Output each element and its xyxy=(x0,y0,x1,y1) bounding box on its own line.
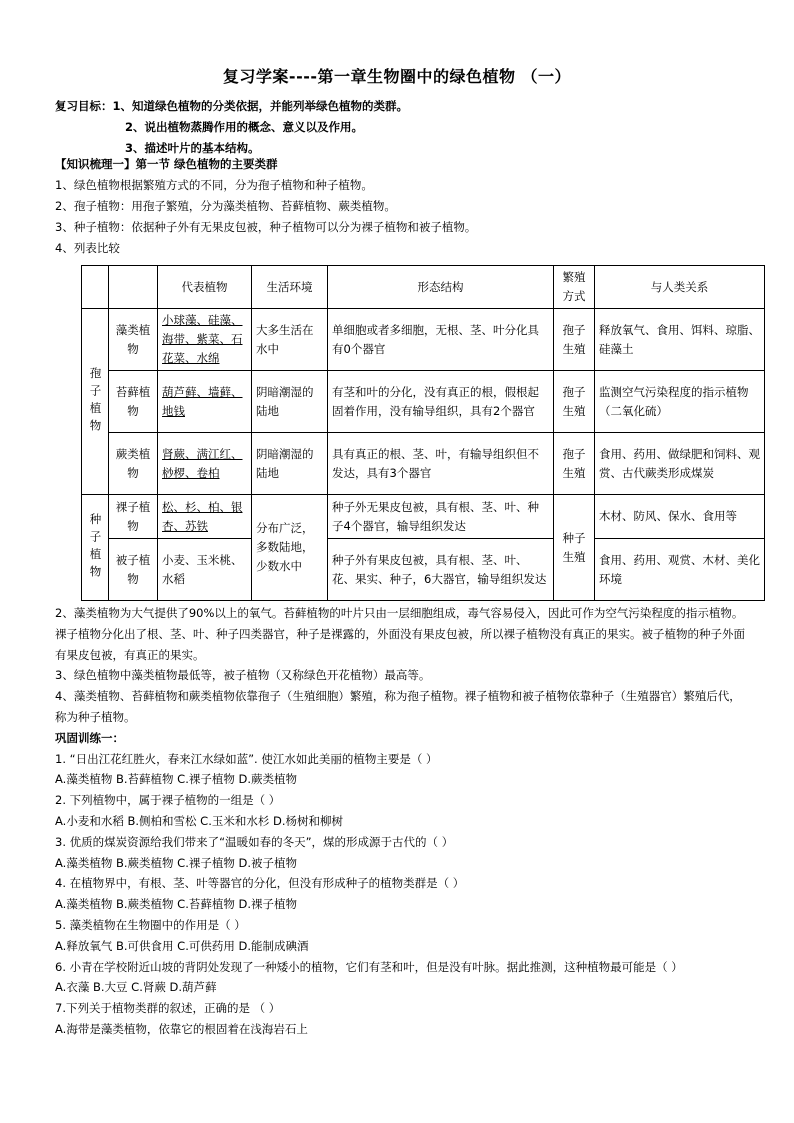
table-row xyxy=(82,495,765,539)
point-3: 3、种子植物：依据种子外有无果皮包被，种子植物可以分为裸子植物和被子植物。 xyxy=(55,219,477,234)
row-name: 蕨类植物 xyxy=(109,433,158,495)
goals-label: 复习目标： xyxy=(55,99,113,113)
row-name: 被子植物 xyxy=(109,539,158,601)
intro-block xyxy=(55,96,745,258)
question-options: A.衣藻 B.大豆 C.肾蕨 D.葫芦藓 xyxy=(55,980,217,995)
row-rel: 监测空气污染程度的指示植物（二氧化硫） xyxy=(595,371,765,433)
summary-paragraph: 3、绿色植物中藻类植物最低等，被子植物（又称绿色开花植物）最高等。 xyxy=(55,668,431,683)
point-4: 4、列表比较 xyxy=(55,240,120,255)
row-form: 种子外无果皮包被，具有根、茎、叶、种子4个器官，输导组织发达 xyxy=(328,495,554,539)
question-options: A.小麦和水稻 B.侧柏和雪松 C.玉米和水杉 D.杨树和柳树 xyxy=(55,813,344,828)
point-2: 2、孢子植物：用孢子繁殖，分为藻类植物、苔藓植物、蕨类植物。 xyxy=(55,198,396,213)
summary-paragraph: 2、藻类植物为大气提供了90%以上的氧气。苔藓植物的叶片只由一层细胞组成，毒气容易侵入，因此可作为空气污染程度的指示植物。裸子植物分化出了根、茎、叶、种子四类器官，种子是裸露的，外面没有果皮包被，所以裸子植物没有真正的果实。被子植物的种子外面有果皮包被，有真正的果实。 xyxy=(55,606,745,662)
section-heading: 【知识梳理一】第一节 绿色植物的主要类群 xyxy=(55,157,278,172)
question-text: 5. 藻类植物在生物圈中的作用是（ ） xyxy=(55,917,246,932)
row-name: 苔藓植物 xyxy=(109,371,158,433)
question-item xyxy=(55,832,745,874)
row-rel: 食用、药用、观赏、木材、美化环境 xyxy=(595,539,765,601)
row-env: 阴暗潮湿的陆地 xyxy=(252,433,328,495)
question-options: A.藻类植物 B.蕨类植物 C.裸子植物 D.被子植物 xyxy=(55,855,298,870)
header-cell: 繁殖方式 xyxy=(554,266,595,309)
group-label-spore: 孢子植物 xyxy=(82,309,109,495)
table-header-row xyxy=(82,266,765,309)
row-env: 大多生活在水中 xyxy=(252,309,328,371)
page-title: 复习学案----第一章生物圈中的绿色植物 （一） xyxy=(222,67,572,86)
comparison-table xyxy=(81,265,765,601)
row-rep: 小麦、玉米桃、水稻 xyxy=(158,539,252,601)
question-item xyxy=(55,957,745,999)
row-rep: 肾蕨、满江红、桫椤、卷柏 xyxy=(158,433,252,495)
header-empty xyxy=(82,266,109,309)
question-item xyxy=(55,873,745,915)
question-text: 7.下列关于植物类群的叙述，正确的是 （ ） xyxy=(55,1001,281,1016)
row-rel: 释放氧气、食用、饵料、琼脂、硅藻土 xyxy=(595,309,765,371)
row-env: 阴暗潮湿的陆地 xyxy=(252,371,328,433)
question-item xyxy=(55,998,745,1040)
question-text: 4. 在植物界中，有根、茎、叶等器官的分化，但没有形成种子的植物类群是（ ） xyxy=(55,876,465,891)
point-1: 1、绿色植物根据繁殖方式的不同，分为孢子植物和种子植物。 xyxy=(55,178,373,193)
row-name: 裸子植物 xyxy=(109,495,158,539)
question-item xyxy=(55,790,745,832)
row-rel: 食用、药用、做绿肥和饲料、观赏、古代蕨类形成煤炭 xyxy=(595,433,765,495)
question-text: 2. 下列植物中，属于裸子植物的一组是（ ） xyxy=(55,793,281,808)
header-cell: 代表植物 xyxy=(158,266,252,309)
summary-paragraph: 4、藻类植物、苔藓植物和蕨类植物依靠孢子（生殖细胞）繁殖，称为孢子植物。裸子植物和被子植物依靠种子（生殖器官）繁殖后代，称为种子植物。 xyxy=(55,689,741,724)
row-rep: 松、杉、柏、银杏、苏铁 xyxy=(158,495,252,539)
header-cell: 生活环境 xyxy=(252,266,328,309)
question-options: A.藻类植物 B.蕨类植物 C.苔藓植物 D.裸子植物 xyxy=(55,897,298,912)
header-cell: 形态结构 xyxy=(328,266,554,309)
question-options: A.释放氧气 B.可供食用 C.可供药用 D.能制成碘酒 xyxy=(55,938,309,953)
question-options: A.藻类植物 B.苔藓植物 C.裸子植物 D.蕨类植物 xyxy=(55,772,298,787)
row-repro: 孢子生殖 xyxy=(554,309,595,371)
header-empty xyxy=(109,266,158,309)
after-block xyxy=(55,603,745,1040)
row-name: 藻类植物 xyxy=(109,309,158,371)
table-row xyxy=(82,433,765,495)
goal-item: 3、描述叶片的基本结构。 xyxy=(125,140,260,155)
question-text: 6. 小青在学校附近山坡的背阴处发现了一种矮小的植物，它们有茎和叶，但是没有叶脉。据此推测，这种植物最可能是（ ） xyxy=(55,959,683,974)
question-text: 3. 优质的煤炭资源给我们带来了“温暖如春的冬天”，煤的形成源于古代的（ ） xyxy=(55,834,454,849)
row-form: 种子外有果皮包被，具有根、茎、叶、花、果实、种子，6大器官，输导组织发达 xyxy=(328,539,554,601)
group-label-seed: 种子植物 xyxy=(82,495,109,601)
row-repro: 孢子生殖 xyxy=(554,433,595,495)
row-repro: 孢子生殖 xyxy=(554,371,595,433)
question-item xyxy=(55,749,745,791)
goal-line-1 xyxy=(55,96,745,117)
question-item xyxy=(55,915,745,957)
exercise-heading: 巩固训练一： xyxy=(55,730,124,745)
header-cell: 与人类关系 xyxy=(595,266,765,309)
table-row xyxy=(82,539,765,601)
question-options: A.海带是藻类植物，依靠它的根固着在浅海岩石上 xyxy=(55,1021,308,1036)
row-rep: 小球藻、硅藻、海带、紫菜、石花菜、水绵 xyxy=(158,309,252,371)
row-form: 单细胞或者多细胞，无根、茎、叶分化具有0个器官 xyxy=(328,309,554,371)
row-form: 有茎和叶的分化，没有真正的根，假根起固着作用，没有输导组织，具有2个器官 xyxy=(328,371,554,433)
row-form: 具有真正的根、茎、叶，有输导组织但不发达，具有3个器官 xyxy=(328,433,554,495)
question-text: 1. “日出江花红胜火，春来江水绿如蓝”. 使江水如此美丽的植物主要是（ ） xyxy=(55,751,438,766)
table-row xyxy=(82,371,765,433)
goal-item: 1、知道绿色植物的分类依据，并能列举绿色植物的类群。 xyxy=(112,99,408,113)
goal-item: 2、说出植物蒸腾作用的概念、意义以及作用。 xyxy=(125,119,363,134)
row-rep: 葫芦藓、墙藓、地钱 xyxy=(158,371,252,433)
table-row xyxy=(82,309,765,371)
row-repro: 种子生殖 xyxy=(554,495,595,601)
row-rel: 木材、防风、保水、食用等 xyxy=(595,495,765,539)
row-env: 分布广泛，多数陆地，少数水中 xyxy=(252,495,328,601)
